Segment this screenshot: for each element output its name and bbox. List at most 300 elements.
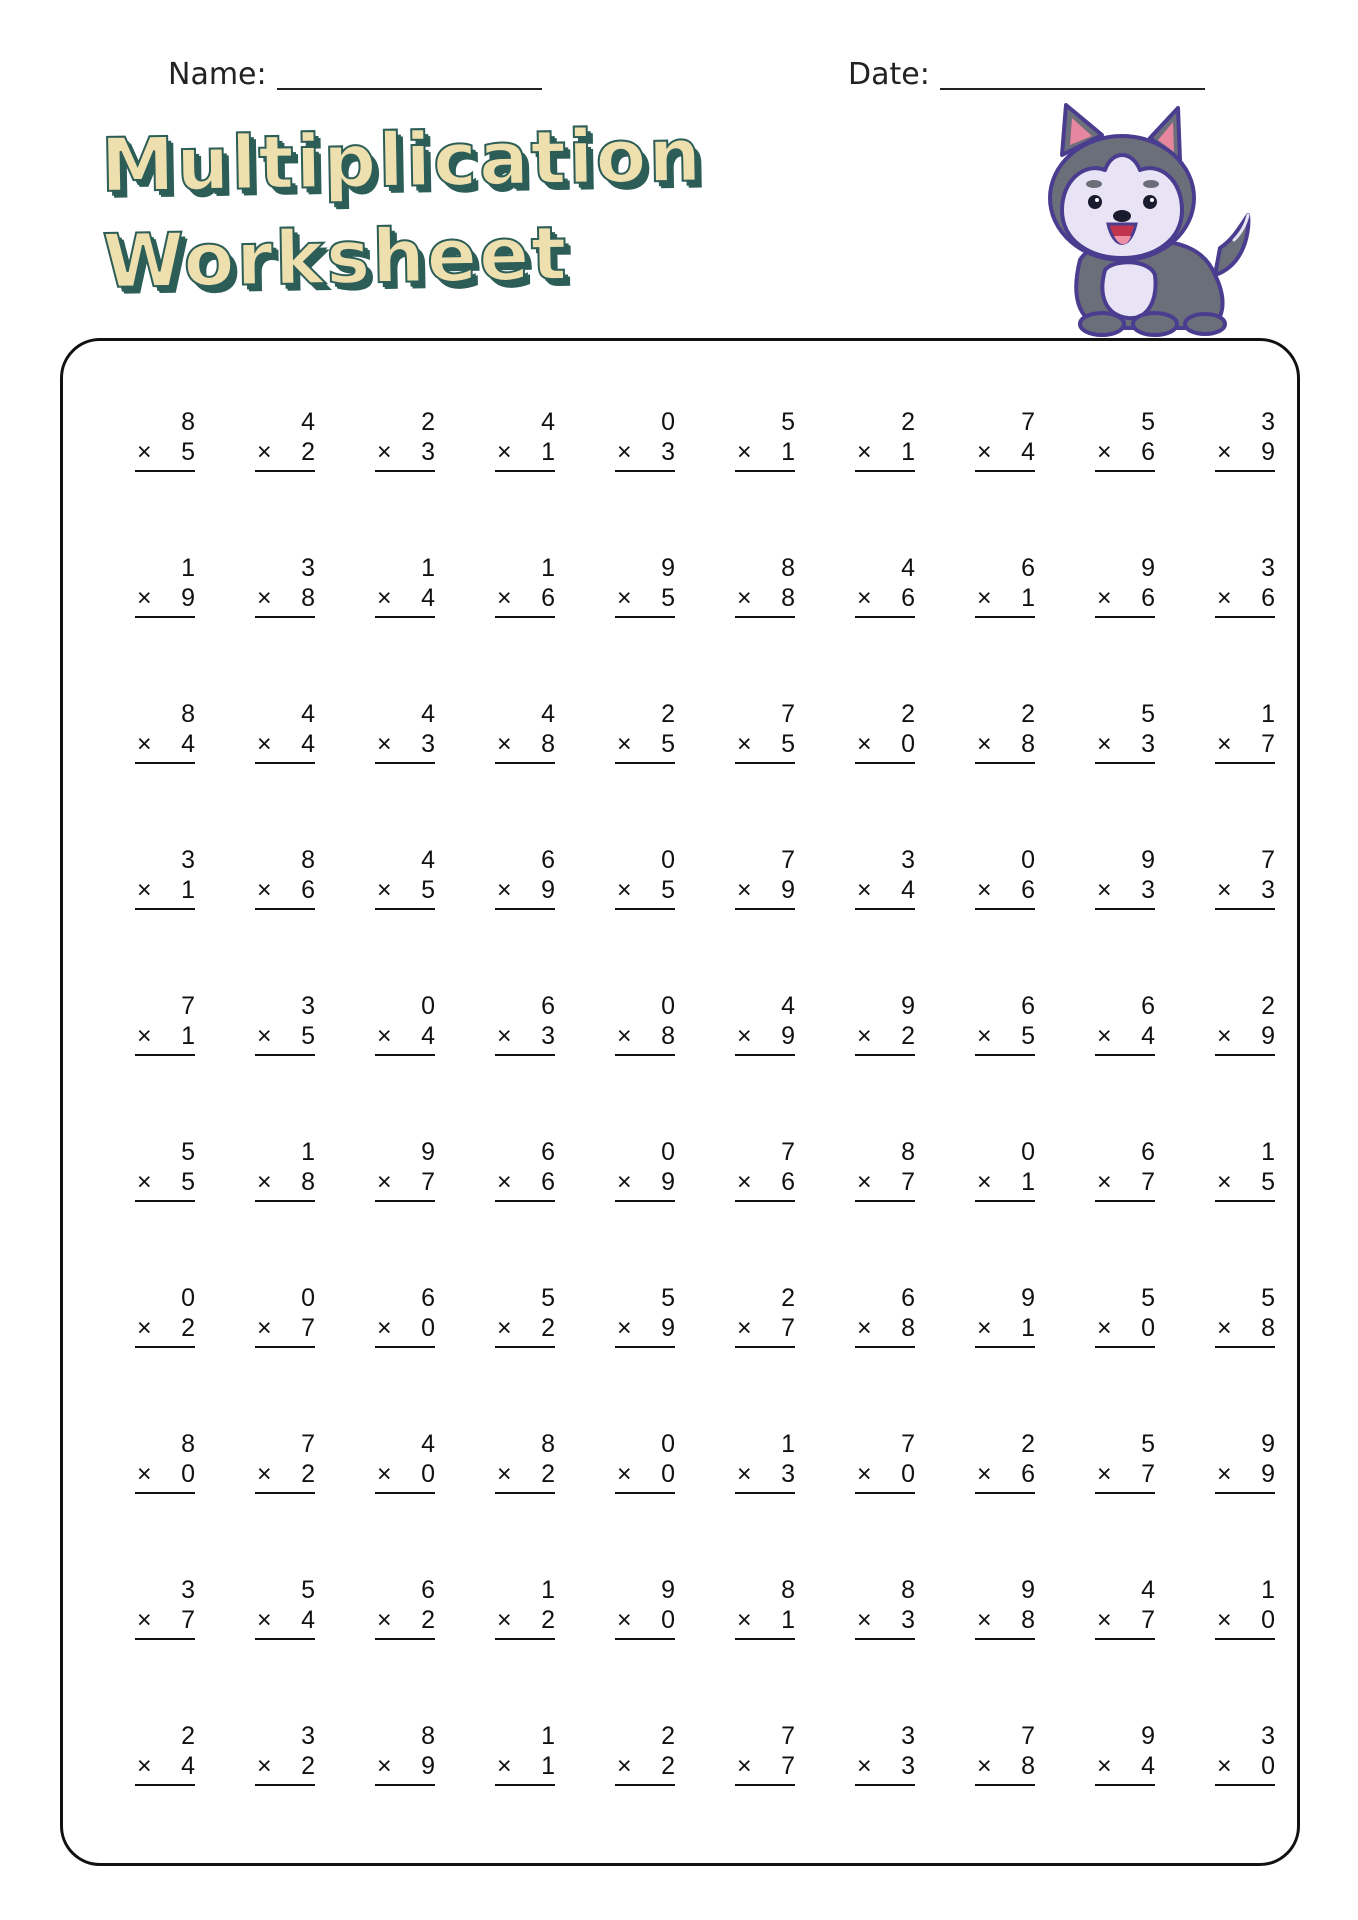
answer-line (375, 762, 435, 764)
problem-6-3 (375, 1137, 435, 1202)
problem-9-3 (375, 1575, 435, 1640)
multiplicand: 2 (901, 408, 915, 436)
times-sign: × (1097, 584, 1112, 612)
times-sign: × (1217, 730, 1232, 758)
multiplicand: 4 (301, 700, 315, 728)
multiplicand: 5 (181, 1138, 195, 1166)
problem-6-7 (855, 1137, 915, 1202)
multiplicand: 7 (781, 700, 795, 728)
answer-line (615, 470, 675, 472)
answer-line (375, 1492, 435, 1494)
multiplier: 2 (541, 1606, 555, 1634)
times-sign: × (977, 1314, 992, 1342)
problem-7-4 (495, 1283, 555, 1348)
answer-line (735, 1784, 795, 1786)
problem-9-1 (135, 1575, 195, 1640)
times-sign: × (737, 584, 752, 612)
multiplier: 1 (1021, 584, 1035, 612)
multiplicand: 8 (781, 1576, 795, 1604)
answer-line (375, 616, 435, 618)
multiplier: 4 (181, 730, 195, 758)
times-sign: × (137, 730, 152, 758)
problem-5-5 (615, 991, 675, 1056)
times-sign: × (1097, 1314, 1112, 1342)
problem-4-10 (1215, 845, 1275, 910)
multiplicand: 3 (181, 1576, 195, 1604)
times-sign: × (1217, 1168, 1232, 1196)
answer-line (1095, 1054, 1155, 1056)
multiplicand: 5 (781, 408, 795, 436)
multiplicand: 1 (781, 1430, 795, 1458)
answer-line (255, 908, 315, 910)
answer-line (375, 1200, 435, 1202)
multiplier: 4 (1021, 438, 1035, 466)
multiplier: 9 (661, 1168, 675, 1196)
problem-10-3 (375, 1721, 435, 1786)
multiplier: 0 (661, 1460, 675, 1488)
problem-4-8 (975, 845, 1035, 910)
times-sign: × (857, 1606, 872, 1634)
multiplicand: 6 (541, 1138, 555, 1166)
answer-line (1215, 1784, 1275, 1786)
multiplicand: 5 (1141, 1430, 1155, 1458)
answer-line (855, 470, 915, 472)
multiplicand: 3 (181, 846, 195, 874)
times-sign: × (737, 1168, 752, 1196)
times-sign: × (1097, 1460, 1112, 1488)
times-sign: × (857, 1168, 872, 1196)
name-blank-line[interactable] (277, 60, 542, 90)
problem-6-10 (1215, 1137, 1275, 1202)
multiplicand: 3 (901, 1722, 915, 1750)
multiplier: 0 (1261, 1752, 1275, 1780)
times-sign: × (377, 1752, 392, 1780)
times-sign: × (377, 584, 392, 612)
problem-4-9 (1095, 845, 1155, 910)
title-line-2: Worksheet (101, 210, 570, 305)
times-sign: × (497, 1460, 512, 1488)
multiplier: 2 (541, 1460, 555, 1488)
multiplier: 3 (901, 1606, 915, 1634)
answer-line (375, 1054, 435, 1056)
answer-line (255, 1492, 315, 1494)
answer-line (735, 1200, 795, 1202)
problem-7-6 (735, 1283, 795, 1348)
multiplicand: 2 (661, 1722, 675, 1750)
problem-1-4 (495, 407, 555, 472)
problem-3-4 (495, 699, 555, 764)
problem-5-2 (255, 991, 315, 1056)
multiplier: 9 (781, 876, 795, 904)
times-sign: × (377, 1168, 392, 1196)
multiplicand: 4 (781, 992, 795, 1020)
answer-line (255, 1200, 315, 1202)
problem-5-1 (135, 991, 195, 1056)
multiplier: 2 (301, 1460, 315, 1488)
times-sign: × (377, 876, 392, 904)
answer-line (135, 1346, 195, 1348)
times-sign: × (377, 730, 392, 758)
multiplicand: 2 (901, 700, 915, 728)
problem-4-4 (495, 845, 555, 910)
multiplicand: 8 (901, 1576, 915, 1604)
times-sign: × (977, 1606, 992, 1634)
problem-9-4 (495, 1575, 555, 1640)
answer-line (135, 1054, 195, 1056)
problem-10-6 (735, 1721, 795, 1786)
multiplier: 5 (181, 1168, 195, 1196)
multiplicand: 7 (1021, 1722, 1035, 1750)
times-sign: × (1217, 1606, 1232, 1634)
problem-2-5 (615, 553, 675, 618)
answer-line (855, 1200, 915, 1202)
problem-3-7 (855, 699, 915, 764)
multiplicand: 0 (181, 1284, 195, 1312)
multiplicand: 5 (301, 1576, 315, 1604)
times-sign: × (617, 584, 632, 612)
multiplicand: 9 (661, 554, 675, 582)
times-sign: × (1217, 438, 1232, 466)
times-sign: × (617, 730, 632, 758)
problems-panel (60, 338, 1300, 1866)
times-sign: × (857, 730, 872, 758)
multiplier: 1 (181, 1022, 195, 1050)
answer-line (975, 470, 1035, 472)
answer-line (255, 1346, 315, 1348)
multiplicand: 6 (901, 1284, 915, 1312)
problem-8-5 (615, 1429, 675, 1494)
problem-9-9 (1095, 1575, 1155, 1640)
multiplicand: 5 (661, 1284, 675, 1312)
multiplier: 1 (1021, 1314, 1035, 1342)
problem-9-5 (615, 1575, 675, 1640)
problem-5-7 (855, 991, 915, 1056)
husky-puppy-icon (1010, 100, 1270, 340)
problem-3-2 (255, 699, 315, 764)
multiplicand: 0 (661, 992, 675, 1020)
answer-line (135, 908, 195, 910)
answer-line (615, 1784, 675, 1786)
answer-line (1095, 762, 1155, 764)
answer-line (1095, 1346, 1155, 1348)
answer-line (735, 762, 795, 764)
times-sign: × (737, 1460, 752, 1488)
multiplicand: 9 (1021, 1284, 1035, 1312)
problem-4-1 (135, 845, 195, 910)
times-sign: × (617, 876, 632, 904)
multiplier: 7 (421, 1168, 435, 1196)
answer-line (255, 1784, 315, 1786)
times-sign: × (137, 1022, 152, 1050)
multiplier: 8 (1261, 1314, 1275, 1342)
multiplier: 1 (541, 438, 555, 466)
times-sign: × (857, 876, 872, 904)
multiplier: 8 (901, 1314, 915, 1342)
answer-line (975, 762, 1035, 764)
multiplier: 2 (901, 1022, 915, 1050)
times-sign: × (617, 438, 632, 466)
multiplier: 1 (781, 438, 795, 466)
problem-7-10 (1215, 1283, 1275, 1348)
times-sign: × (497, 1606, 512, 1634)
answer-line (975, 616, 1035, 618)
multiplier: 0 (181, 1460, 195, 1488)
times-sign: × (737, 1606, 752, 1634)
answer-line (375, 1784, 435, 1786)
problem-7-8 (975, 1283, 1035, 1348)
multiplicand: 3 (1261, 408, 1275, 436)
problem-10-10 (1215, 1721, 1275, 1786)
answer-line (1215, 1054, 1275, 1056)
answer-line (495, 470, 555, 472)
problem-10-5 (615, 1721, 675, 1786)
times-sign: × (857, 1314, 872, 1342)
multiplier: 2 (301, 438, 315, 466)
times-sign: × (497, 584, 512, 612)
multiplicand: 2 (421, 408, 435, 436)
multiplier: 1 (541, 1752, 555, 1780)
multiplier: 3 (1141, 730, 1155, 758)
multiplier: 0 (421, 1460, 435, 1488)
answer-line (375, 470, 435, 472)
answer-line (495, 1200, 555, 1202)
answer-line (975, 1054, 1035, 1056)
problem-5-3 (375, 991, 435, 1056)
multiplier: 2 (301, 1752, 315, 1780)
multiplier: 4 (301, 730, 315, 758)
times-sign: × (1097, 876, 1112, 904)
problem-8-9 (1095, 1429, 1155, 1494)
multiplicand: 3 (1261, 554, 1275, 582)
times-sign: × (1217, 1460, 1232, 1488)
problem-1-9 (1095, 407, 1155, 472)
times-sign: × (977, 1752, 992, 1780)
problem-2-2 (255, 553, 315, 618)
multiplier: 9 (421, 1752, 435, 1780)
multiplicand: 2 (781, 1284, 795, 1312)
multiplier: 4 (1141, 1752, 1155, 1780)
answer-line (1095, 908, 1155, 910)
answer-line (1215, 1200, 1275, 1202)
answer-line (135, 1492, 195, 1494)
name-field[interactable] (168, 50, 542, 90)
problem-1-5 (615, 407, 675, 472)
multiplier: 7 (781, 1314, 795, 1342)
multiplicand: 2 (1261, 992, 1275, 1020)
multiplicand: 4 (421, 1430, 435, 1458)
times-sign: × (137, 1314, 152, 1342)
problem-5-9 (1095, 991, 1155, 1056)
problem-9-2 (255, 1575, 315, 1640)
answer-line (495, 1492, 555, 1494)
times-sign: × (257, 438, 272, 466)
multiplicand: 4 (901, 554, 915, 582)
answer-line (255, 1054, 315, 1056)
multiplicand: 7 (901, 1430, 915, 1458)
problem-6-4 (495, 1137, 555, 1202)
multiplier: 0 (661, 1606, 675, 1634)
multiplier: 6 (781, 1168, 795, 1196)
multiplicand: 8 (181, 1430, 195, 1458)
multiplier: 3 (541, 1022, 555, 1050)
answer-line (135, 616, 195, 618)
date-field[interactable] (848, 50, 1205, 90)
multiplicand: 0 (1021, 1138, 1035, 1166)
problem-1-3 (375, 407, 435, 472)
answer-line (1215, 762, 1275, 764)
problem-1-6 (735, 407, 795, 472)
answer-line (135, 762, 195, 764)
multiplier: 9 (781, 1022, 795, 1050)
problem-7-2 (255, 1283, 315, 1348)
answer-line (255, 1638, 315, 1640)
multiplicand: 6 (1141, 992, 1155, 1020)
problem-4-5 (615, 845, 675, 910)
problem-8-4 (495, 1429, 555, 1494)
times-sign: × (857, 1460, 872, 1488)
problem-10-9 (1095, 1721, 1155, 1786)
multiplier: 1 (901, 438, 915, 466)
answer-line (615, 762, 675, 764)
multiplier: 9 (661, 1314, 675, 1342)
multiplicand: 1 (541, 554, 555, 582)
multiplicand: 0 (661, 1138, 675, 1166)
multiplier: 5 (661, 730, 675, 758)
multiplier: 6 (541, 1168, 555, 1196)
multiplier: 2 (421, 1606, 435, 1634)
times-sign: × (497, 730, 512, 758)
times-sign: × (737, 1314, 752, 1342)
multiplicand: 2 (1021, 700, 1035, 728)
multiplicand: 9 (901, 992, 915, 1020)
multiplier: 1 (1021, 1168, 1035, 1196)
times-sign: × (497, 1022, 512, 1050)
times-sign: × (257, 1168, 272, 1196)
answer-line (855, 1054, 915, 1056)
multiplier: 9 (541, 876, 555, 904)
answer-line (855, 762, 915, 764)
answer-line (735, 1346, 795, 1348)
times-sign: × (497, 1168, 512, 1196)
times-sign: × (1217, 1022, 1232, 1050)
problem-9-7 (855, 1575, 915, 1640)
multiplicand: 1 (421, 554, 435, 582)
problem-8-3 (375, 1429, 435, 1494)
multiplicand: 8 (301, 846, 315, 874)
multiplier: 9 (181, 584, 195, 612)
multiplier: 9 (1261, 438, 1275, 466)
times-sign: × (257, 1752, 272, 1780)
problem-3-9 (1095, 699, 1155, 764)
answer-line (495, 908, 555, 910)
times-sign: × (137, 1168, 152, 1196)
problem-7-9 (1095, 1283, 1155, 1348)
times-sign: × (977, 876, 992, 904)
times-sign: × (977, 584, 992, 612)
times-sign: × (977, 1168, 992, 1196)
multiplicand: 4 (541, 700, 555, 728)
multiplier: 8 (781, 584, 795, 612)
multiplicand: 1 (541, 1722, 555, 1750)
multiplier: 4 (421, 584, 435, 612)
multiplicand: 7 (781, 1138, 795, 1166)
times-sign: × (1217, 1314, 1232, 1342)
problem-8-8 (975, 1429, 1035, 1494)
multiplier: 8 (541, 730, 555, 758)
answer-line (1215, 1492, 1275, 1494)
multiplicand: 6 (421, 1576, 435, 1604)
title-line-1: Multiplication (100, 112, 704, 209)
times-sign: × (617, 1314, 632, 1342)
multiplicand: 5 (1141, 408, 1155, 436)
multiplicand: 6 (1021, 554, 1035, 582)
problem-10-2 (255, 1721, 315, 1786)
answer-line (735, 1054, 795, 1056)
multiplicand: 9 (421, 1138, 435, 1166)
multiplier: 8 (301, 584, 315, 612)
times-sign: × (1097, 730, 1112, 758)
problem-7-3 (375, 1283, 435, 1348)
problem-4-7 (855, 845, 915, 910)
answer-line (615, 616, 675, 618)
problem-2-6 (735, 553, 795, 618)
times-sign: × (257, 876, 272, 904)
answer-line (495, 616, 555, 618)
answer-line (615, 1054, 675, 1056)
times-sign: × (617, 1168, 632, 1196)
multiplicand: 7 (1261, 846, 1275, 874)
answer-line (1215, 908, 1275, 910)
multiplier: 5 (661, 876, 675, 904)
multiplicand: 4 (421, 846, 435, 874)
answer-line (855, 1784, 915, 1786)
multiplicand: 0 (421, 992, 435, 1020)
problem-9-6 (735, 1575, 795, 1640)
times-sign: × (497, 876, 512, 904)
multiplier: 9 (1261, 1022, 1275, 1050)
multiplier: 7 (1141, 1460, 1155, 1488)
multiplicand: 6 (1021, 992, 1035, 1020)
problem-1-8 (975, 407, 1035, 472)
times-sign: × (1217, 584, 1232, 612)
multiplier: 5 (1021, 1022, 1035, 1050)
answer-line (495, 1346, 555, 1348)
answer-line (735, 1492, 795, 1494)
problem-8-1 (135, 1429, 195, 1494)
multiplicand: 4 (1141, 1576, 1155, 1604)
multiplicand: 5 (541, 1284, 555, 1312)
answer-line (615, 1346, 675, 1348)
multiplier: 0 (421, 1314, 435, 1342)
answer-line (975, 908, 1035, 910)
times-sign: × (737, 730, 752, 758)
date-blank-line[interactable] (940, 60, 1205, 90)
answer-line (855, 616, 915, 618)
problem-5-6 (735, 991, 795, 1056)
answer-line (1095, 1638, 1155, 1640)
problem-7-7 (855, 1283, 915, 1348)
multiplicand: 6 (1141, 1138, 1155, 1166)
answer-line (1095, 616, 1155, 618)
multiplier: 6 (901, 584, 915, 612)
times-sign: × (1097, 1752, 1112, 1780)
answer-line (615, 908, 675, 910)
multiplier: 3 (421, 438, 435, 466)
multiplier: 6 (1141, 438, 1155, 466)
multiplicand: 7 (181, 992, 195, 1020)
multiplicand: 1 (1261, 1138, 1275, 1166)
answer-line (975, 1638, 1035, 1640)
